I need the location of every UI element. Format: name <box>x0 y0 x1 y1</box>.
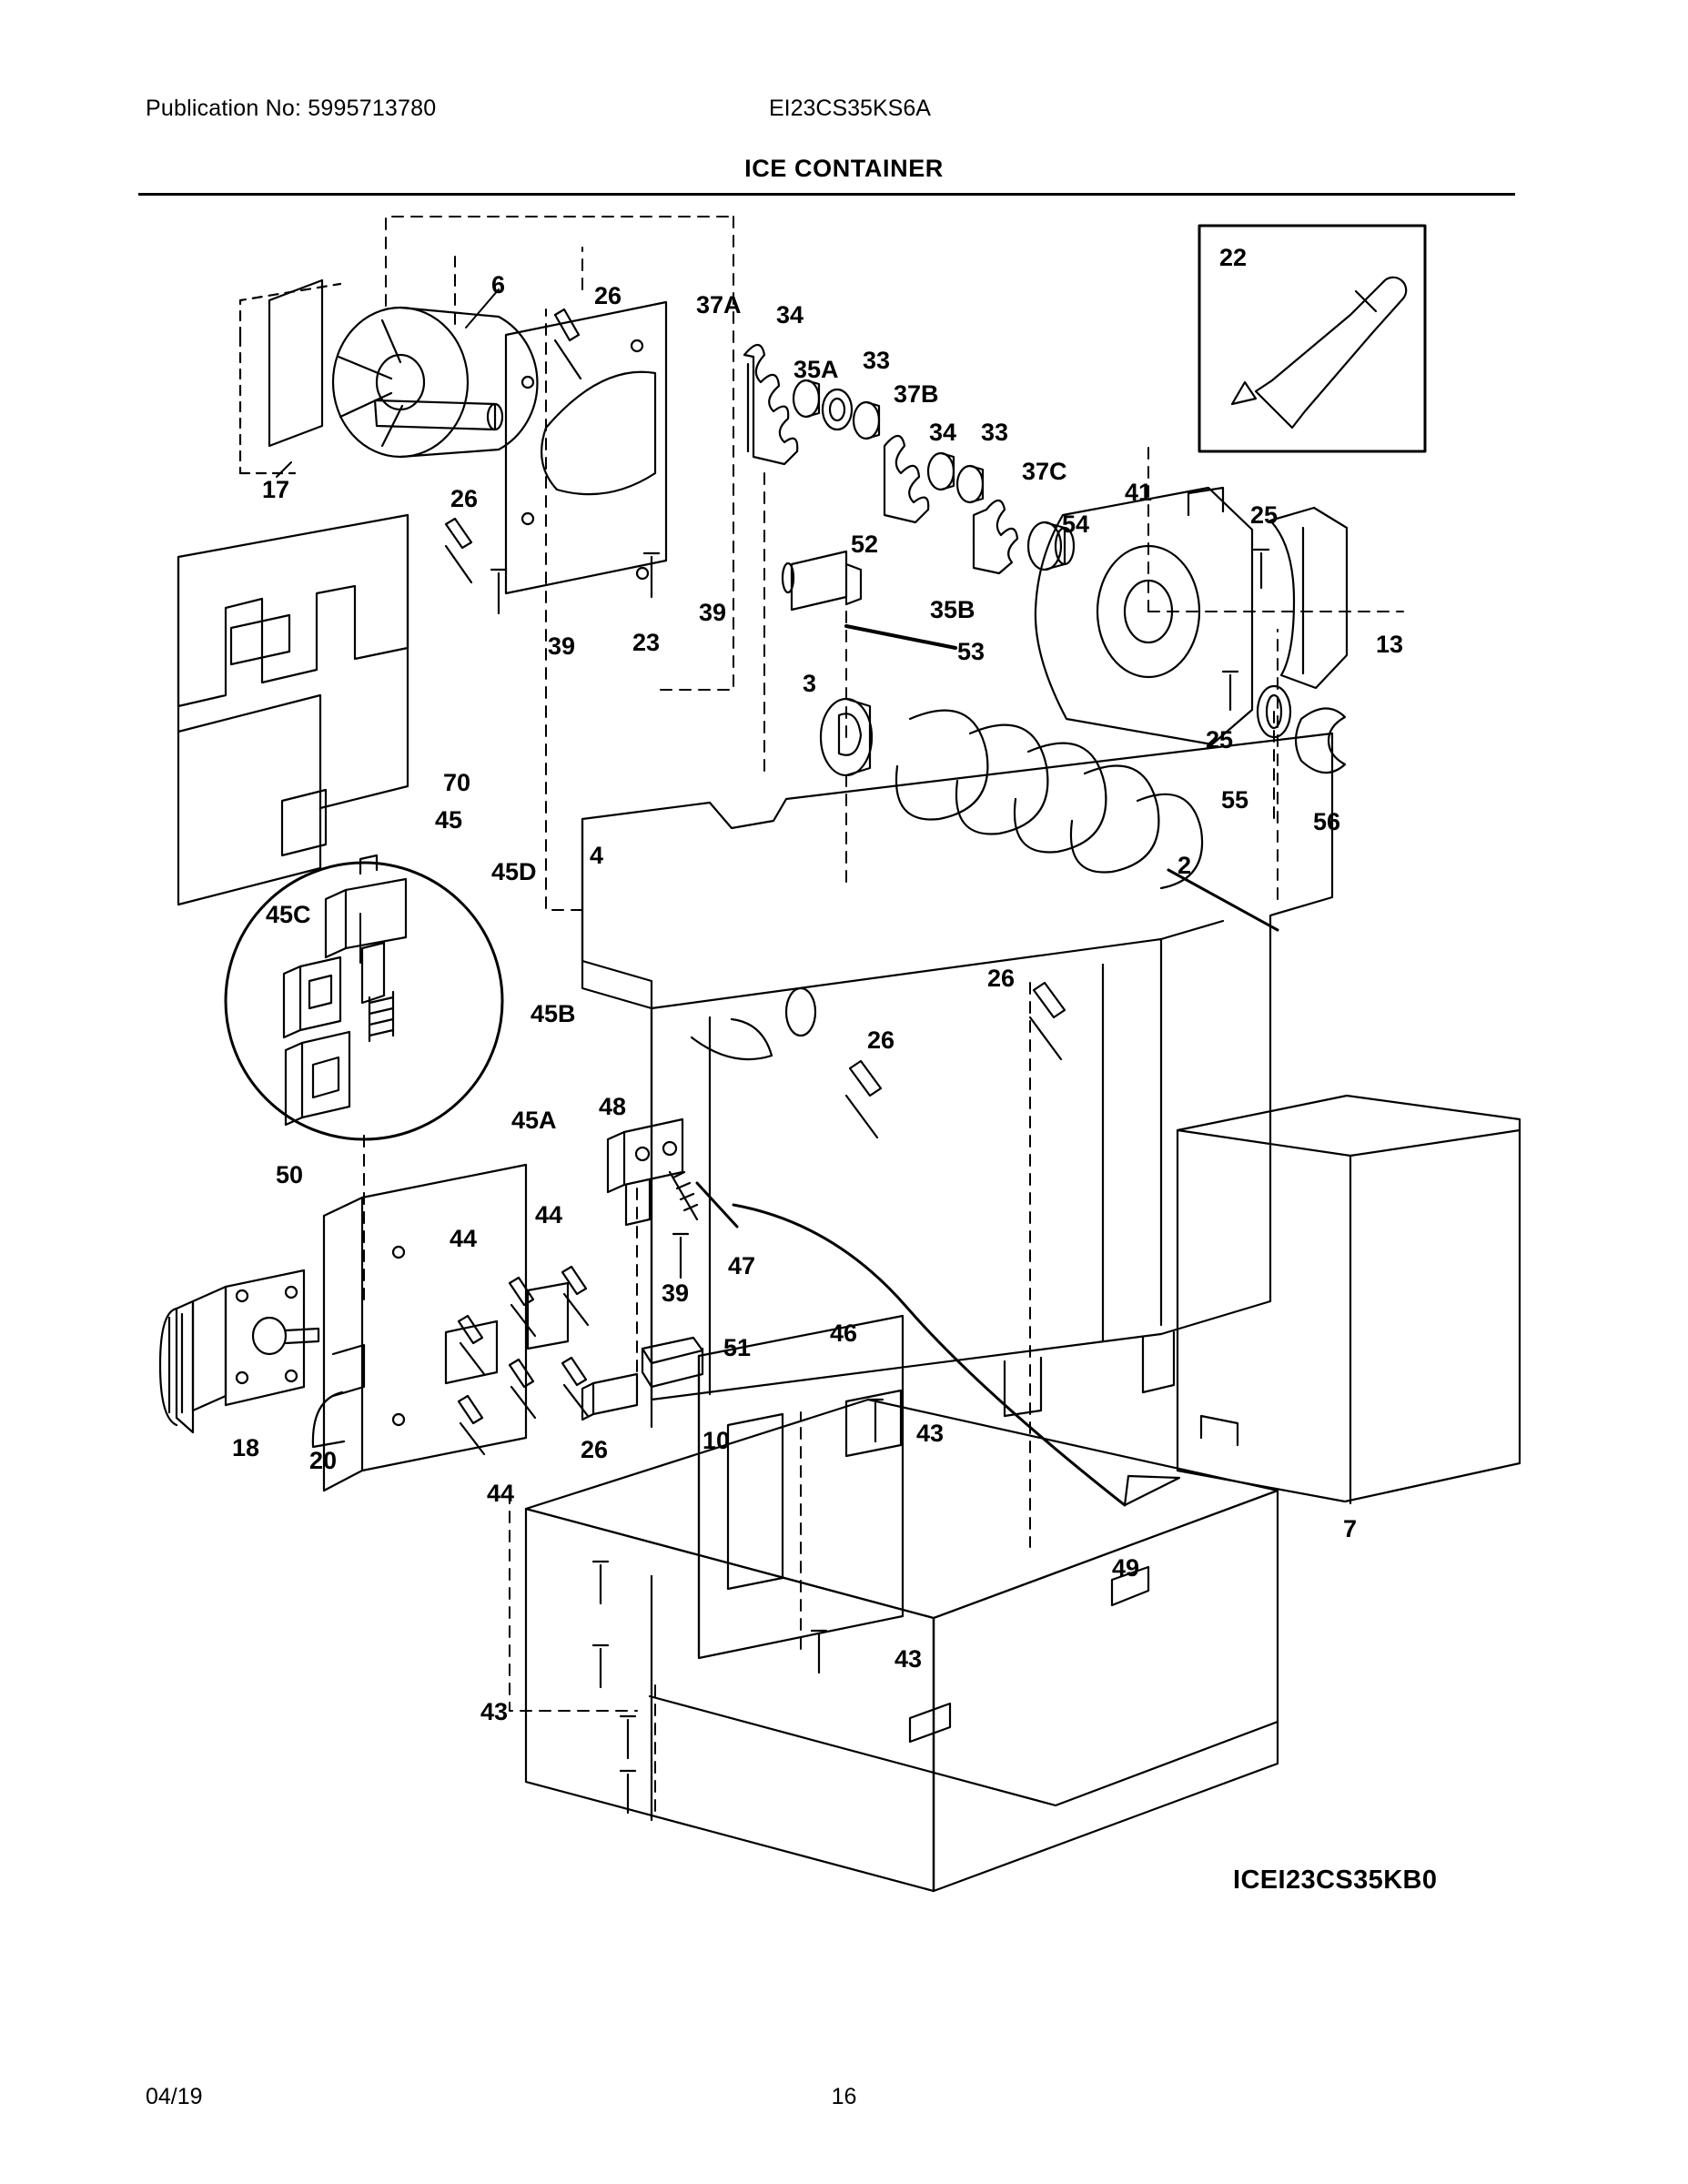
callout-33-b: 33 <box>981 419 1009 446</box>
callout-56: 56 <box>1313 808 1341 835</box>
part-37A-blade <box>744 345 797 464</box>
callout-3: 3 <box>803 670 817 697</box>
callout-47: 47 <box>728 1252 756 1279</box>
diagram-code: ICEI23CS35KB0 <box>1233 1866 1438 1895</box>
callout-49: 49 <box>1112 1554 1140 1582</box>
callout-18: 18 <box>232 1434 260 1461</box>
callout-54: 54 <box>1062 511 1090 538</box>
part-37B-blade <box>884 436 928 522</box>
part-45C-housing <box>284 957 340 1037</box>
part-51-latch <box>582 1338 702 1420</box>
part-34-bushing-b <box>928 453 954 490</box>
part-7-cover <box>1178 1096 1520 1503</box>
part-48-bracket <box>608 1119 682 1225</box>
callout-23: 23 <box>632 629 661 656</box>
callout-26-c: 26 <box>987 965 1016 992</box>
callout-46: 46 <box>830 1320 858 1347</box>
callout-44-c: 44 <box>487 1480 515 1507</box>
callout-22: 22 <box>1219 244 1248 271</box>
callout-37B: 37B <box>894 380 939 408</box>
callout-34-a: 34 <box>776 301 804 329</box>
callout-20: 20 <box>309 1447 338 1474</box>
callout-39-a: 39 <box>699 599 727 626</box>
publication-number: Publication No: 5995713780 <box>146 96 437 121</box>
part-18-motor <box>160 1270 318 1432</box>
callout-26-b: 26 <box>450 485 479 512</box>
callout-17: 17 <box>262 476 290 503</box>
callout-45B: 45B <box>531 1000 576 1027</box>
callout-33-a: 33 <box>863 347 891 374</box>
part-43-screws <box>593 1400 883 1813</box>
callout-43-c: 43 <box>480 1698 509 1725</box>
model-number: EI23CS35KS6A <box>769 96 931 121</box>
callout-39-c: 39 <box>662 1279 690 1307</box>
part-33-bushing-b <box>957 466 983 502</box>
callout-48: 48 <box>599 1093 627 1120</box>
part-45A-bracket <box>286 1032 349 1125</box>
callout-37A: 37A <box>696 291 742 318</box>
page-title: ICE CONTAINER <box>744 155 944 182</box>
part-33-bushing-a <box>854 402 879 439</box>
callout-52: 52 <box>851 531 879 558</box>
part-47-spring <box>670 1172 737 1227</box>
callout-43-b: 43 <box>895 1645 923 1673</box>
callout-39-b: 39 <box>548 632 576 660</box>
callout-10: 10 <box>702 1427 731 1454</box>
part-45D-switch <box>326 855 406 1003</box>
callout-51: 51 <box>723 1334 752 1361</box>
callout-26-e: 26 <box>581 1436 609 1463</box>
callout-13: 13 <box>1376 631 1404 658</box>
callout-45D: 45D <box>491 858 537 885</box>
callout-34-b: 34 <box>929 419 957 446</box>
part-70-bracket <box>178 515 408 905</box>
callout-53: 53 <box>957 638 986 665</box>
callout-55: 55 <box>1221 786 1249 814</box>
callout-4: 4 <box>590 842 604 869</box>
part-46-rod <box>733 1205 1179 1505</box>
callout-25-b: 25 <box>1206 726 1234 753</box>
callout-7: 7 <box>1343 1515 1358 1542</box>
part-56-clip <box>1296 708 1345 773</box>
part-13-shroud <box>1270 508 1347 688</box>
part-39-screws <box>491 553 659 613</box>
callout-2: 2 <box>1178 852 1192 879</box>
part-17-shim <box>269 280 322 446</box>
callout-6: 6 <box>491 271 506 298</box>
part-26-screws-bucket <box>846 983 1065 1138</box>
part-35A-bearing <box>823 389 852 430</box>
part-34-bushing-a <box>793 380 819 417</box>
callout-35A: 35A <box>793 356 839 383</box>
callout-37C: 37C <box>1022 458 1067 485</box>
callout-41: 41 <box>1125 479 1153 506</box>
part-4-ice-bucket <box>582 733 1332 1427</box>
callout-26-a: 26 <box>594 282 622 309</box>
callout-45C: 45C <box>266 901 311 928</box>
part-23-plate <box>506 302 666 593</box>
part-25-screws <box>1223 550 1269 710</box>
part-39-screw-b <box>673 1234 688 1278</box>
callout-25-a: 25 <box>1250 501 1279 529</box>
footer-page-number: 16 <box>831 2084 857 2109</box>
callout-45A: 45A <box>511 1107 557 1134</box>
part-52-motor <box>783 551 861 610</box>
inset-tool-part <box>1232 278 1406 428</box>
callout-44-a: 44 <box>535 1201 563 1228</box>
footer-date: 04/19 <box>146 2084 203 2109</box>
callout-45: 45 <box>435 806 463 834</box>
callout-50: 50 <box>276 1161 304 1188</box>
part-53-pin <box>846 626 955 648</box>
callout-44-b: 44 <box>450 1225 478 1252</box>
callout-35B: 35B <box>930 596 975 623</box>
part-37C-blade <box>974 500 1017 573</box>
part-26-screws-top <box>446 309 581 582</box>
callout-43-a: 43 <box>916 1420 945 1447</box>
callout-70: 70 <box>443 769 471 796</box>
callout-26-d: 26 <box>867 1026 895 1054</box>
